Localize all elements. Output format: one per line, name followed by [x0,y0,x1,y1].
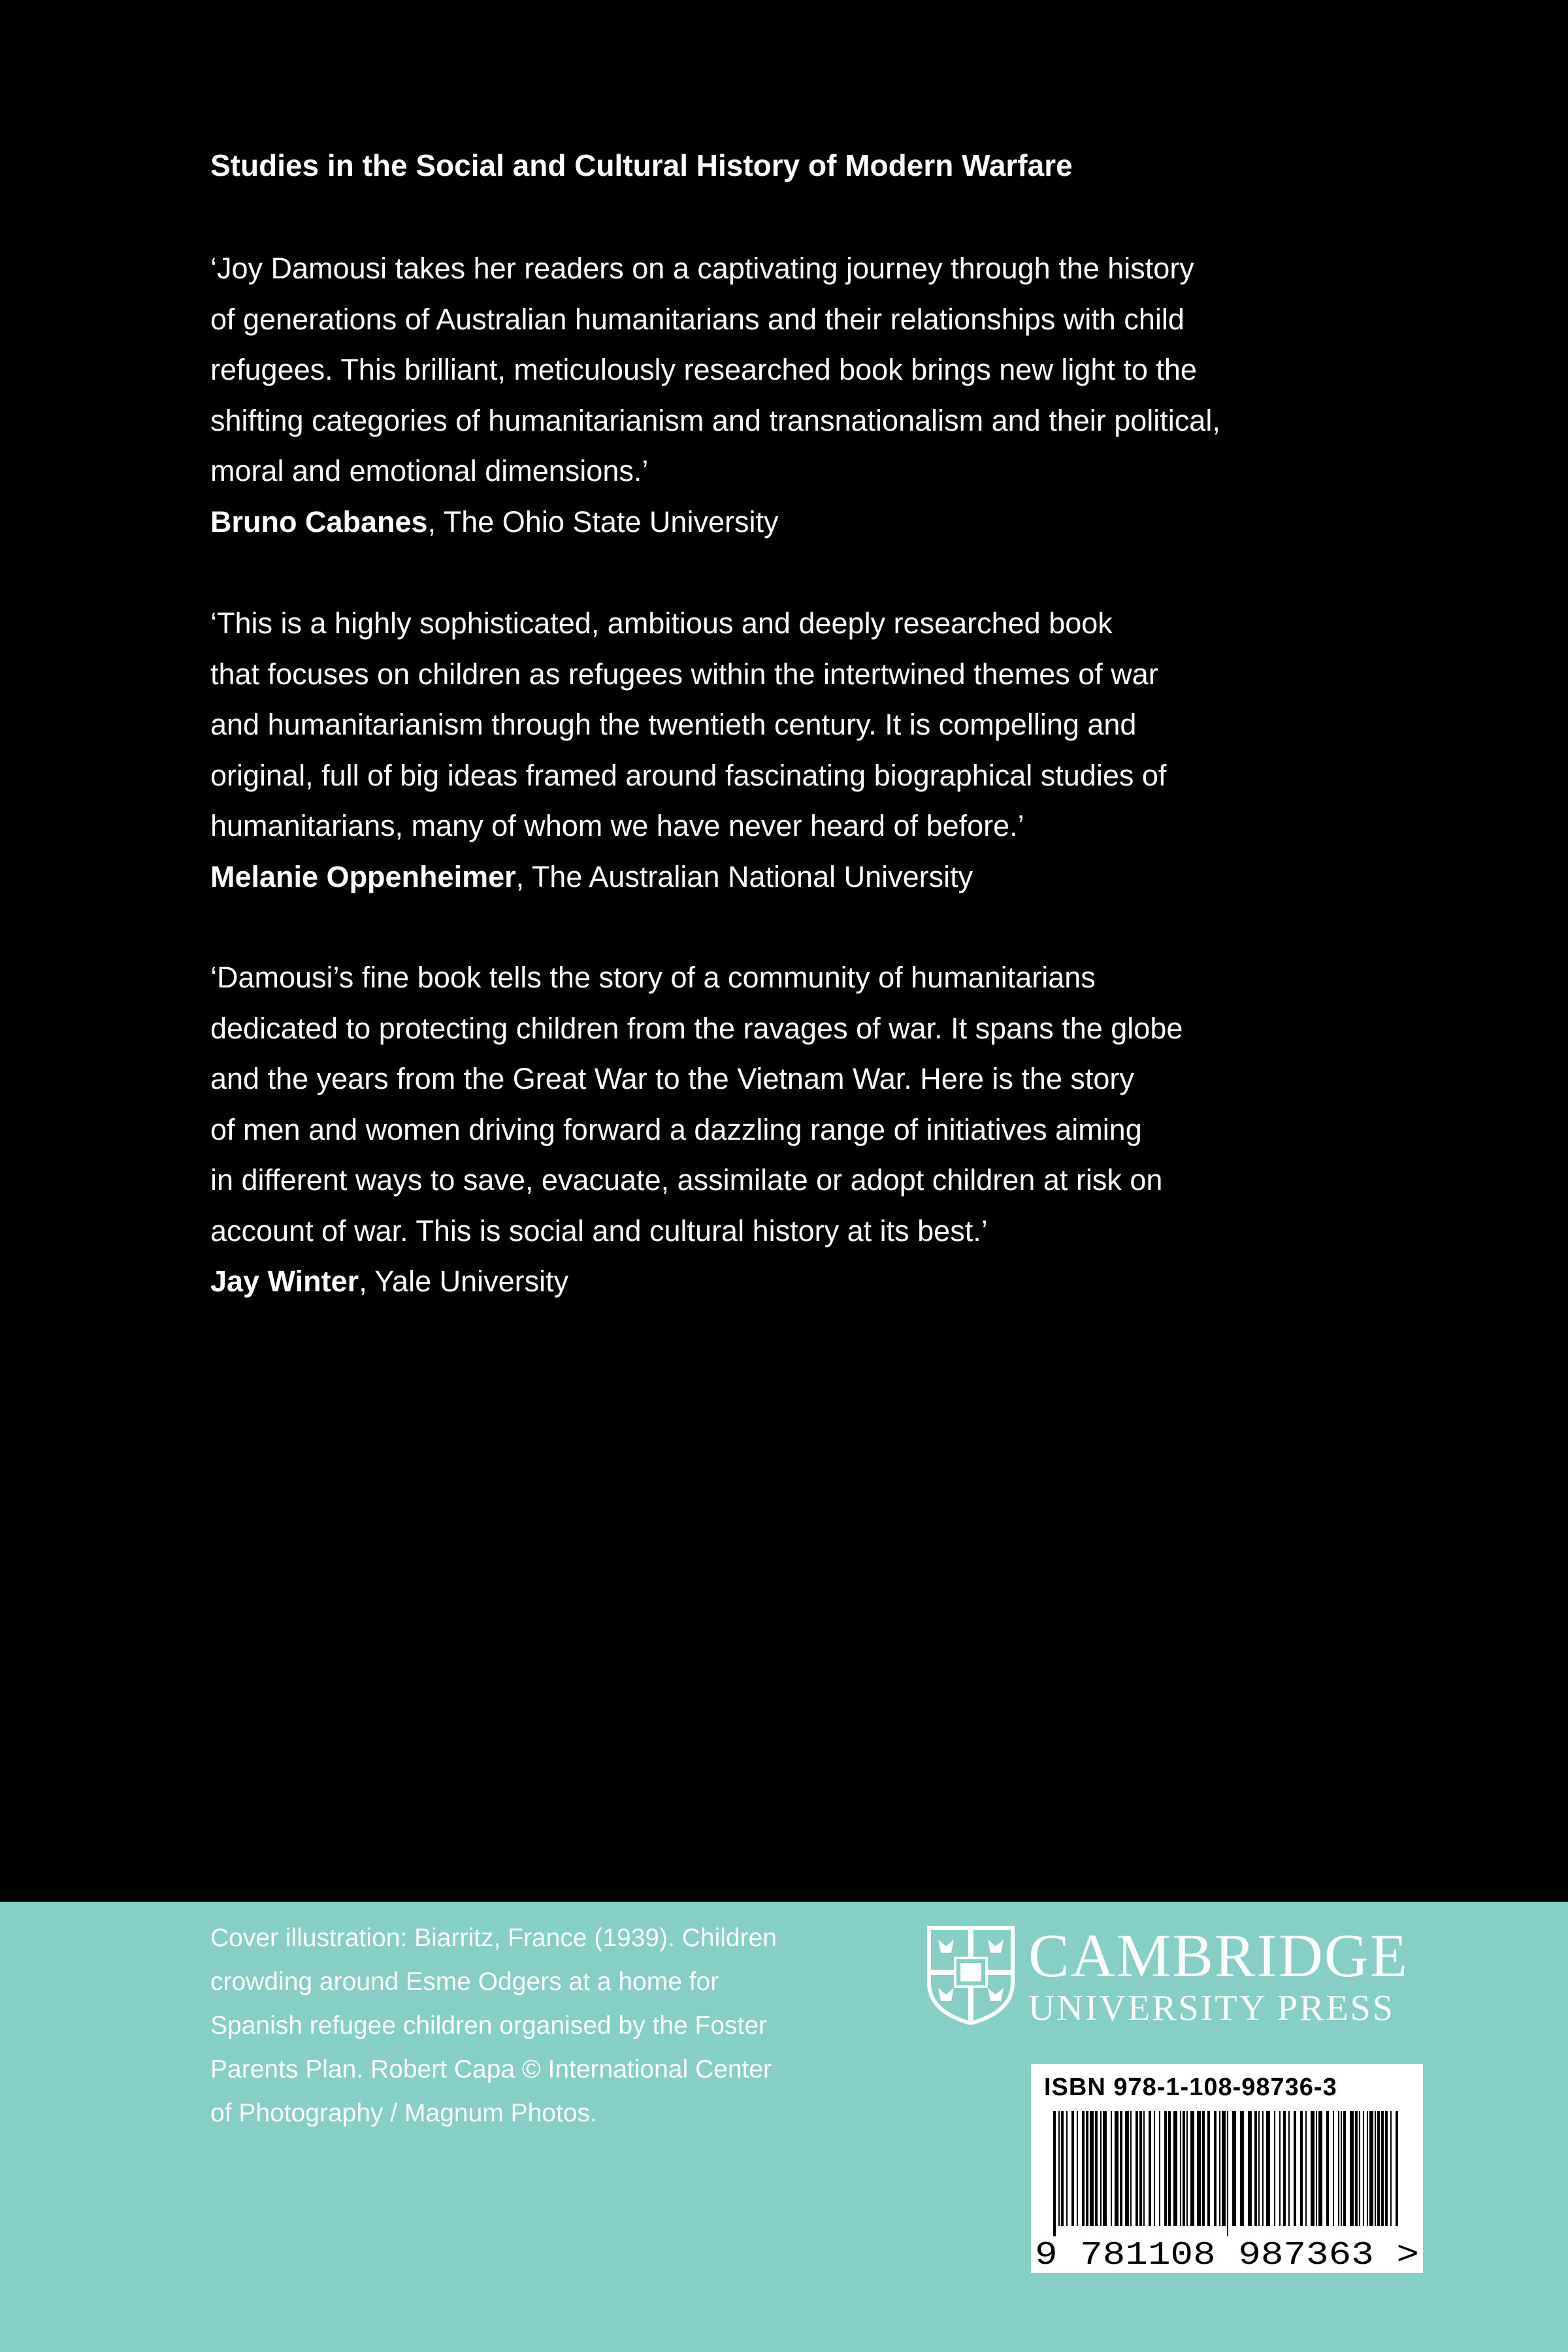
blurb-line: refugees. This brilliant, meticulously researched book brings new light to the [210,353,1197,386]
barcode-bar [1248,2111,1252,2226]
blurb-author: Jay Winter [210,1265,359,1298]
blurb-line: in different ways to save, evacuate, assimilate or adopt children at risk on [210,1163,1163,1197]
endorsement-blurb [210,243,1334,547]
barcode-bar [1095,2111,1098,2226]
blurb-line: original, full of big ideas framed around fascinating biographical studies of [210,758,1167,792]
blurb-attribution [210,497,1334,548]
barcode-bar [1363,2111,1364,2226]
barcode-bar [1190,2111,1194,2226]
barcode-digits: 9 781108 987363 > [1035,2237,1419,2273]
barcode-bar [1305,2111,1307,2226]
barcode-bar [1240,2111,1244,2226]
barcode-bar [1258,2111,1260,2226]
barcode-bar [1173,2111,1177,2226]
cover-illustration-credit [210,1916,896,2135]
blurb-author: Melanie Oppenheimer [210,859,516,893]
barcode-bar [1082,2111,1085,2226]
barcode-bar [1100,2111,1102,2226]
blurb-affiliation: , The Ohio State University [427,505,779,538]
blurb-line: ‘Joy Damousi takes her readers on a captivating journey through the history [210,252,1194,285]
blurb-line: of generations of Australian humanitarians and their relationships with child [210,302,1184,336]
barcode-bar [1168,2111,1171,2226]
publisher-name: CAMBRIDGE [1028,1922,1409,1990]
barcode-bar [1316,2111,1317,2226]
barcode-bar [1139,2111,1142,2226]
blurb-line: shifting categories of humanitarianism and transnationalism and their political, [210,403,1220,437]
barcode-bar [1207,2111,1210,2226]
blurb-line: dedicated to protecting children from the ravages of war. It spans the globe [210,1011,1183,1045]
barcode-bar [1143,2111,1145,2226]
cambridge-crest-icon [926,1925,1015,2025]
barcode-bar [1279,2111,1281,2226]
blurb-line: humanitarians, many of whom we have never heard of before.’ [210,809,1024,842]
barcode-bar [1164,2111,1167,2226]
barcode-bar [1090,2111,1094,2226]
barcode-bar [1227,2111,1228,2236]
barcode-bar [1262,2111,1264,2226]
barcode-bar [1202,2111,1205,2226]
endorsement-blurb [210,598,1334,902]
blurb-line: and humanitarianism through the twentieth century. It is compelling and [210,708,1137,741]
barcode-bar [1222,2111,1226,2226]
barcode-bar [1283,2111,1286,2226]
barcode-bar [1367,2111,1368,2226]
barcode-bar [1300,2111,1303,2226]
barcode-bar [1381,2111,1384,2226]
barcode-bar [1254,2111,1257,2226]
barcode-bar [1103,2111,1107,2226]
publisher-logo [1028,1924,1409,2029]
barcode-bar [1120,2111,1122,2226]
credit-line: Cover illustration: Biarritz, France (1939). Children [210,1924,777,1952]
isbn-barcode [1031,2064,1423,2273]
barcode-bar [1180,2111,1181,2226]
barcode-bar [1311,2111,1315,2226]
barcode-bar [1053,2111,1056,2236]
barcode-bar [1066,2111,1068,2226]
barcode-bar [1396,2111,1398,2226]
barcode-bar [1326,2111,1329,2226]
barcode-bar [1375,2111,1376,2226]
barcode-bar [1086,2111,1088,2226]
barcode-bar [1333,2111,1334,2226]
barcode-bar [1058,2111,1060,2226]
barcode-bar [1130,2111,1132,2226]
barcode-bar [1197,2111,1201,2226]
barcode-bar [1154,2111,1155,2226]
barcode-bar [1294,2111,1296,2226]
endorsement-blurb [210,952,1334,1307]
barcode-bar [1111,2111,1112,2226]
blurb-attribution [210,852,1334,903]
blurb-affiliation: , The Australian National University [515,859,973,893]
credit-line: Spanish refugee children organised by the Foster [210,2012,768,2040]
credit-line: of Photography / Magnum Photos. [210,2099,597,2127]
blurb-author: Bruno Cabanes [210,505,428,538]
blurb-line: and the years from the Great War to the Vietnam War. Here is the story [210,1062,1134,1095]
barcode-bar [1377,2111,1380,2226]
barcode-bar [1288,2111,1290,2226]
blurb-affiliation: , Yale University [359,1265,569,1298]
barcode-bar [1341,2111,1342,2226]
blurb-line: of men and women driving forward a dazzling range of initiatives aiming [210,1112,1142,1146]
barcode-bar [1159,2111,1160,2226]
blurb-line: ‘Damousi’s fine book tells the story of a community of humanitarians [210,961,1096,994]
barcode-bar [1369,2111,1373,2226]
credit-line: crowding around Esme Odgers at a home for [210,1968,719,1996]
blurb-line: that focuses on children as refugees within the intertwined themes of war [210,657,1158,691]
series-title: Studies in the Social and Cultural History of Modern Warfare [210,148,1073,182]
credit-line: Parents Plan. Robert Capa © International Center [210,2055,772,2083]
barcode-bar [1061,2111,1064,2226]
barcode-bar [1355,2111,1358,2226]
barcode-bar [1232,2111,1236,2226]
barcode-bar [1135,2111,1138,2226]
barcode-bar [1266,2111,1270,2226]
blurb-attribution [210,1256,1334,1307]
publisher-subtitle: UNIVERSITY PRESS [1028,1988,1395,2029]
barcode-bar [1385,2111,1388,2226]
barcode-bar [1219,2111,1220,2226]
blurb-line: ‘This is a highly sophisticated, ambitious and deeply researched book [210,606,1113,640]
barcode-bar [1359,2111,1360,2226]
barcode-bar [1077,2111,1078,2226]
blurb-line: moral and emotional dimensions.’ [210,454,649,488]
barcode-bar [1183,2111,1185,2226]
barcode-bar [1071,2111,1074,2226]
barcode-bar [1149,2111,1151,2226]
barcode-bar [1274,2111,1275,2226]
barcode-bar [1338,2111,1339,2226]
blurb-line: account of war. This is social and cultural history at its best.’ [210,1214,988,1248]
barcode-bar [1214,2111,1217,2226]
barcode-bar [1125,2111,1129,2226]
barcode-bar [1343,2111,1346,2226]
isbn-label: ISBN 978-1-108-98736-3 [1044,2074,1337,2101]
barcode-bar [1186,2111,1188,2226]
barcode-bar [1115,2111,1119,2226]
barcode-bar [1318,2111,1322,2226]
barcode-bar [1390,2111,1392,2226]
barcode-bar [1350,2111,1354,2226]
